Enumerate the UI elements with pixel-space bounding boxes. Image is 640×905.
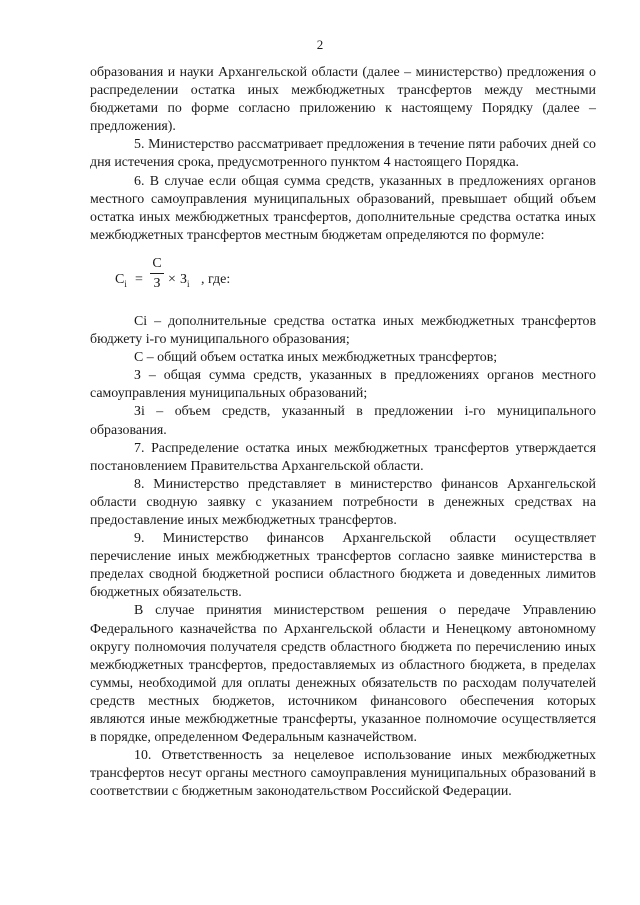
formula-where: , где: [201, 271, 231, 287]
paragraph-item-5: 5. Министерство рассматривает предложения в течение пяти рабочих дней со дня истечения срока, предусмотренного пунктом 4 настоящего Порядка. [90, 137, 596, 171]
formula-denominator: З [153, 275, 161, 291]
paragraph-item-9-continued: В случае принятия министерством решения о передаче Управлению Федерального казначейства по Архангельской области и Ненецкому автономному округу полномочия получателя средств областного бюджета по перечислению иных межбюджетных трансфертов, предоставляемых из областного бюджета, в пределах суммы, необходимой для оплаты денежных обязательств по расходам получателей средств местных бюджетов, источником финансового обеспечения которых являются иные межбюджетные трансферты, указанное полномочие осуществляется в порядке, определенном Федеральным казначейством. [90, 603, 596, 746]
definition-c: С – общий объем остатка иных межбюджетных трансфертов; [134, 350, 498, 366]
definition-z: З – общая сумма средств, указанных в предложениях органов местного самоуправления муниципальных образований; [90, 368, 596, 402]
paragraph-item-8: 8. Министерство представляет в министерство финансов Архангельской области сводную заявку с указанием потребности в денежных средствах на предоставление иных межбюджетных трансфертов. [90, 476, 596, 528]
formula-numerator: С [152, 255, 162, 271]
paragraph-item-9: 9. Министерство финансов Архангельской области осуществляет перечисление иных межбюджетных трансфертов согласно заявке министерства в пределах сводной бюджетной росписи областного бюджета и доведенных лимитов бюджетных обязательств. [90, 531, 596, 601]
formula-times: × [168, 271, 176, 287]
formula [90, 255, 596, 305]
formula-fraction [150, 255, 164, 292]
formula-equals: = [135, 271, 143, 287]
definition-zi: Зi – объем средств, указанный в предложении i-го муниципального образования. [90, 404, 596, 438]
paragraph-item-10: 10. Ответственность за нецелевое использование иных межбюджетных трансфертов несут органы местного самоуправления муниципальных образований в соответствии с бюджетным законодательством Российской Федерации. [90, 748, 596, 800]
document-body [90, 64, 596, 801]
paragraph-item-7: 7. Распределение остатка иных межбюджетных трансфертов утверждается постановлением Правительства Архангельской области. [90, 440, 596, 474]
page-number: 2 [316, 37, 324, 52]
definition-ci: Сi – дополнительные средства остатка иных межбюджетных трансфертов бюджету i-го муниципального образования; [90, 313, 596, 348]
formula-lhs: $С_i$ [115, 271, 127, 289]
formula-rhs: $З_i$ [180, 271, 190, 289]
paragraph-continuation: образования и науки Архангельской области (далее – министерство) предложения о распределении остатка иных межбюджетных трансфертов между местными бюджетами по форме согласно приложению к настоящему Порядку (далее – предложения). [90, 65, 596, 135]
paragraph-item-6: 6. В случае если общая сумма средств, указанных в предложениях органов местного самоуправления муниципальных образований, превышает общий объем остатка иных межбюджетных трансфертов, дополнительные средства остатка иных межбюджетных трансфертов местным бюджетам определяются по формуле: [90, 173, 596, 243]
